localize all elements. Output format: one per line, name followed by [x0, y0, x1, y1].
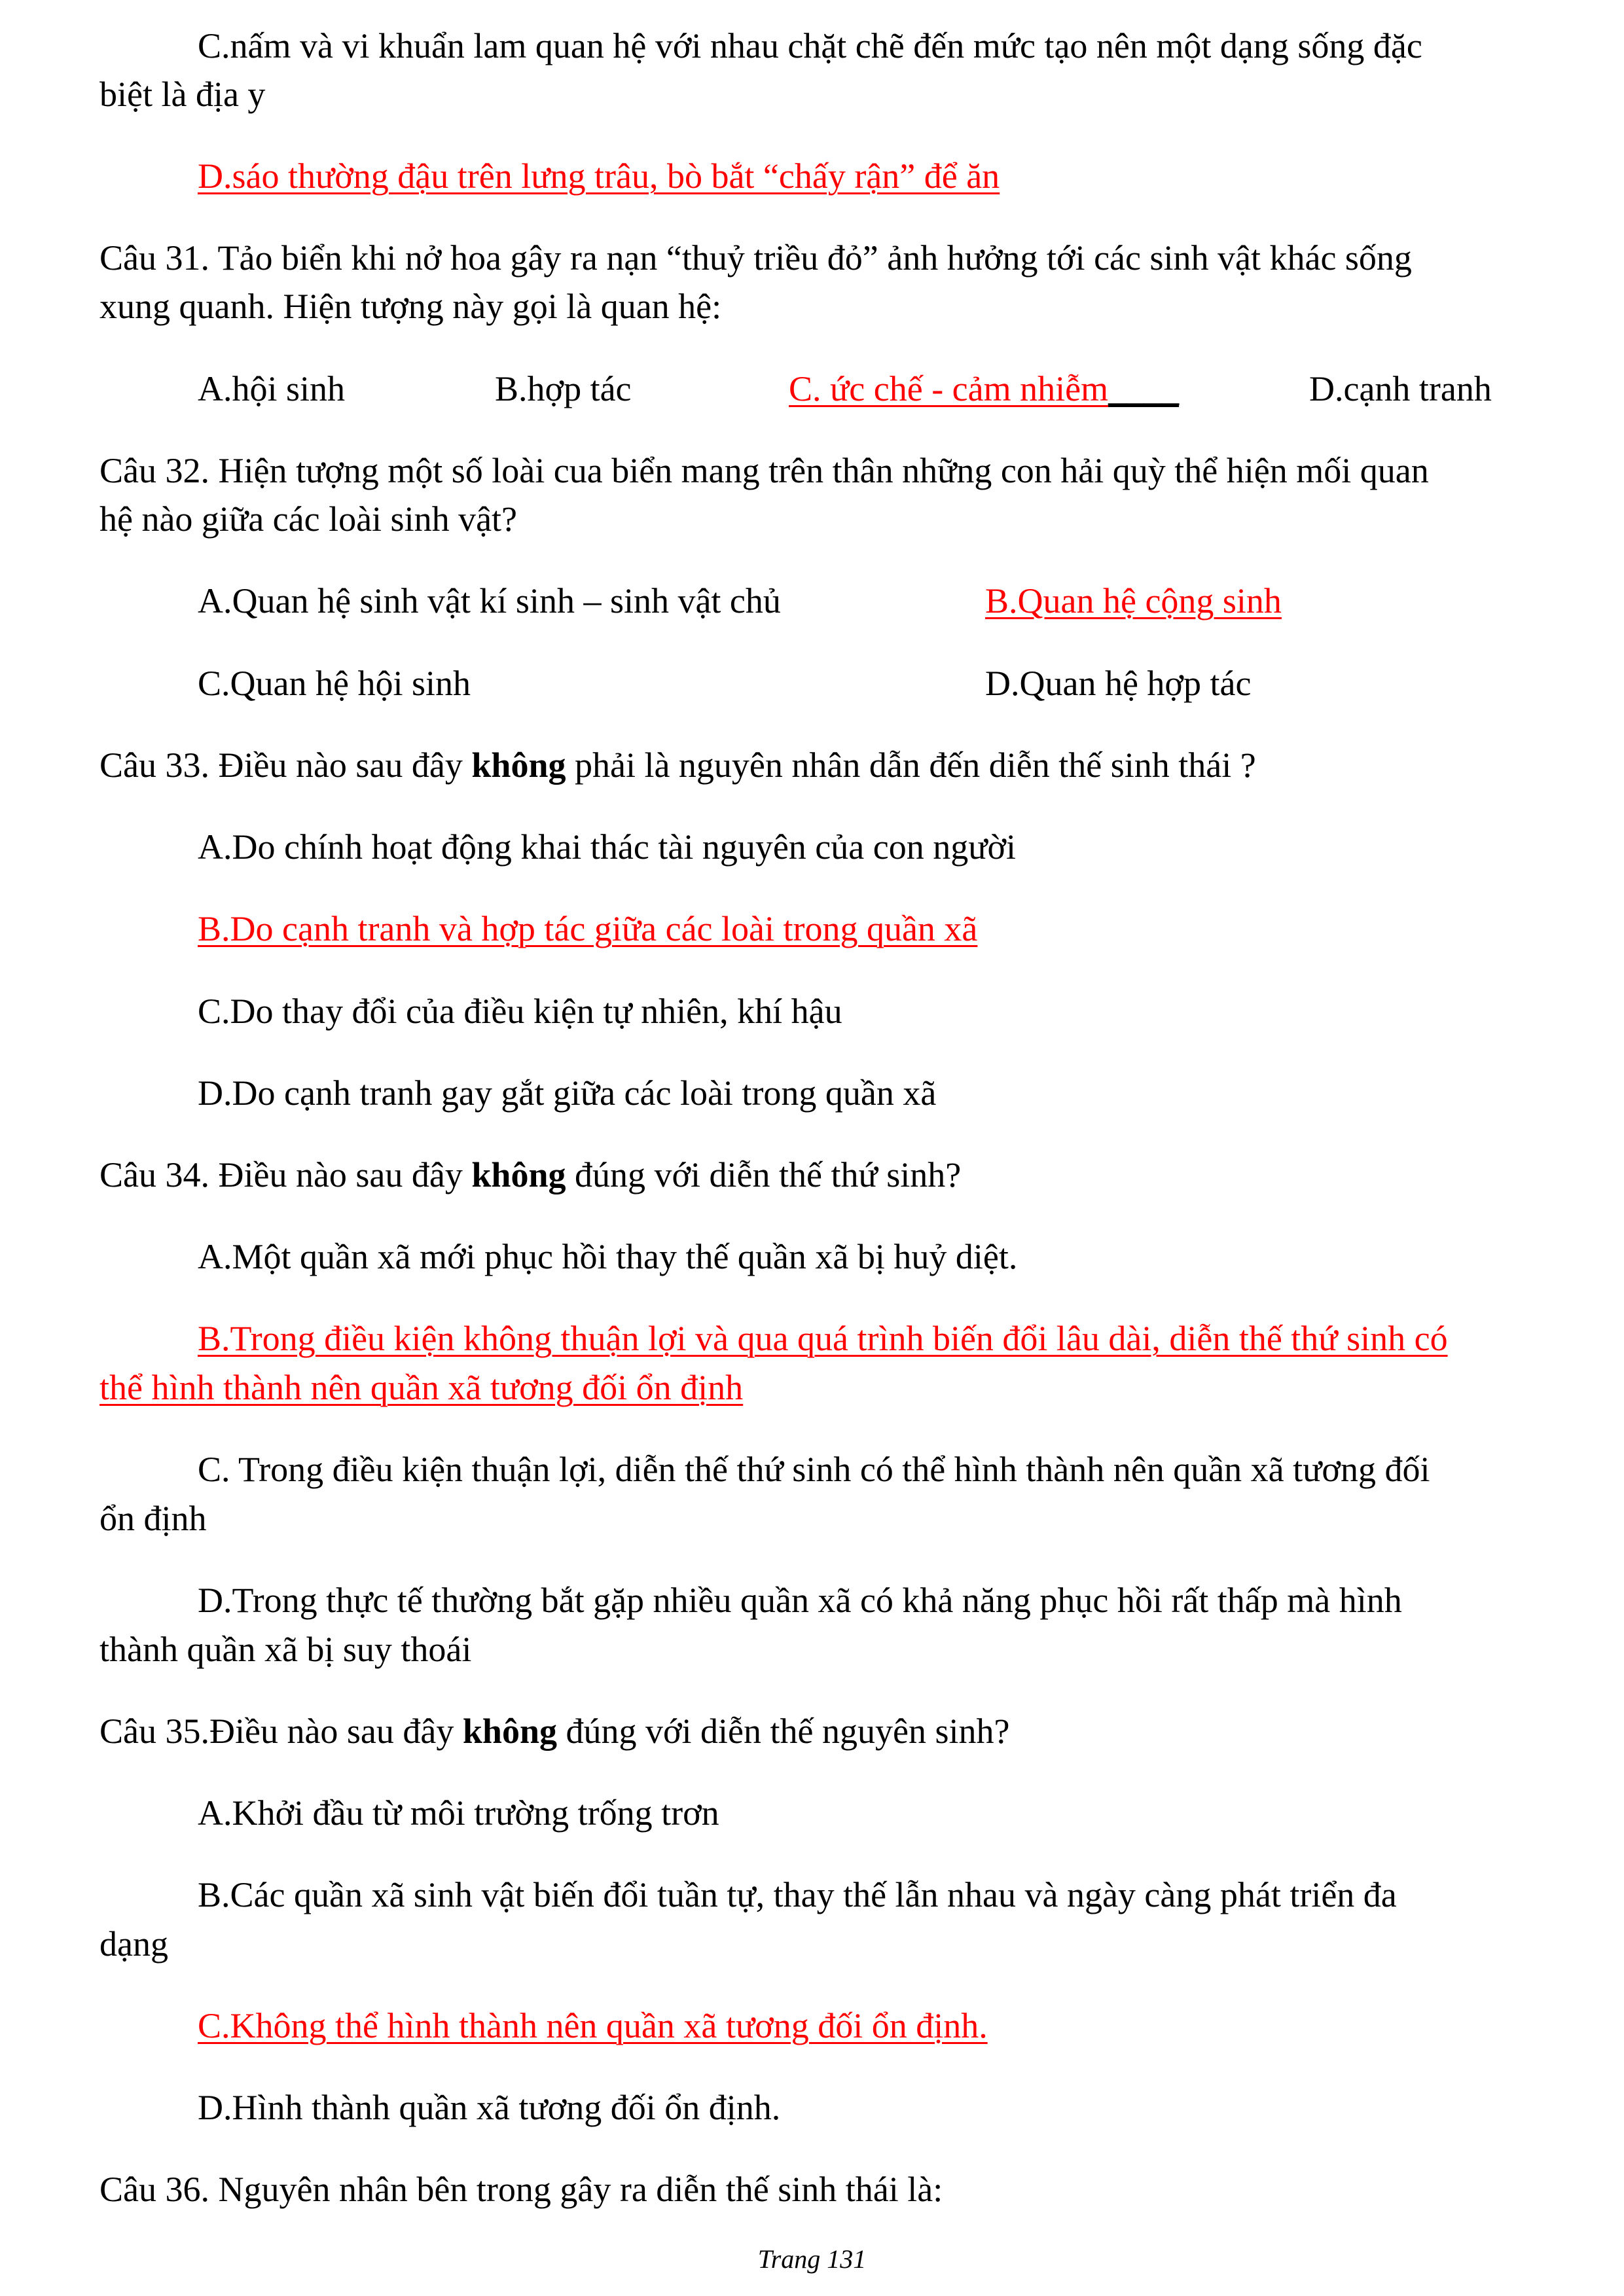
q35-option-b-line2: dạng [99, 1924, 168, 1964]
q36-question: Câu 36. Nguyên nhân bên trong gây ra diễn thế sinh thái là: [99, 2170, 943, 2209]
q34-question-post: đúng với diễn thế thứ sinh? [566, 1155, 962, 1194]
q33-option-d: D.Do cạnh tranh gay gắt giữa các loài trong quần xã [198, 1073, 937, 1113]
q31-option-d: D.cạnh tranh [1309, 369, 1492, 408]
q31-option-b: B.hợp tác [495, 369, 632, 408]
q35-option-b-line1: B.Các quần xã sinh vật biến đổi tuần tự, thay thế lẫn nhau và ngày càng phát triển đa [198, 1875, 1397, 1914]
q33-question-post: phải là nguyên nhân dẫn đến diễn thế sinh thái ? [566, 745, 1256, 785]
q33-question-bold: không [471, 745, 566, 785]
q33-question [99, 747, 1256, 783]
q33-option-b-correct: B.Do cạnh tranh và hợp tác giữa các loài trong quần xã [198, 909, 978, 948]
q31-option-a: A.hội sinh [198, 369, 346, 408]
q35-question [99, 1713, 1009, 1749]
q30-option-c-line1: C.nấm và vi khuẩn lam quan hệ với nhau chặt chẽ đến mức tạo nên một dạng sống đặc [198, 26, 1422, 65]
q32-question-line1: Câu 32. Hiện tượng một số loài cua biển mang trên thân những con hải quỳ thể hiện mối quan [99, 451, 1429, 490]
page-number-footer: Trang 131 [757, 2244, 867, 2274]
q34-option-a: A.Một quần xã mới phục hồi thay thế quần xã bị huỷ diệt. [198, 1237, 1018, 1276]
q35-option-c-correct: C.Không thể hình thành nên quần xã tương đối ổn định. [198, 2006, 988, 2045]
q34-option-b-correct-line2: thể hình thành nên quần xã tương đối ổn định [99, 1368, 744, 1407]
q30-option-d-correct: D.sáo thường đậu trên lưng trâu, bò bắt “chấy rận” để ăn [198, 156, 1000, 196]
q35-question-bold: không [462, 1712, 557, 1751]
q31-option-c-correct [789, 371, 1179, 406]
q32-option-c: C.Quan hệ hội sinh [198, 664, 471, 703]
q31-question-line2: xung quanh. Hiện tượng này gọi là quan hệ: [99, 287, 722, 326]
q32-question-line2: hệ nào giữa các loài sinh vật? [99, 499, 518, 539]
q31-question-line1: Câu 31. Tảo biển khi nở hoa gây ra nạn “thuỷ triều đỏ” ảnh hưởng tới các sinh vật khác sống [99, 238, 1412, 278]
q35-option-d: D.Hình thành quần xã tương đối ổn định. [198, 2088, 781, 2127]
q32-option-a: A.Quan hệ sinh vật kí sinh – sinh vật chủ [198, 581, 781, 620]
q34-question-pre: Câu 34. Điều nào sau đây [99, 1155, 472, 1194]
q34-option-d-line2: thành quần xã bị suy thoái [99, 1630, 472, 1669]
q32-option-b-correct: B.Quan hệ cộng sinh [985, 581, 1282, 620]
q33-option-a: A.Do chính hoạt động khai thác tài nguyên của con người [198, 827, 1017, 867]
q34-option-c-line1: C. Trong điều kiện thuận lợi, diễn thế thứ sinh có thể hình thành nên quần xã tương đối [198, 1450, 1430, 1489]
q31-option-c-blank: ____ [1108, 369, 1180, 408]
q34-option-c-line2: ổn định [99, 1499, 207, 1538]
q35-question-pre: Câu 35.Điều nào sau đây [99, 1712, 463, 1751]
q31-option-c-text: C. ức chế - cảm nhiễm [789, 369, 1109, 408]
q33-option-c: C.Do thay đổi của điều kiện tự nhiên, khí hậu [198, 992, 842, 1031]
q35-option-a: A.Khởi đầu từ môi trường trống trơn [198, 1793, 719, 1833]
q34-option-b-correct-line1: B.Trong điều kiện không thuận lợi và qua quá trình biến đổi lâu dài, diễn thế thứ sinh có [198, 1319, 1448, 1358]
q35-question-post: đúng với diễn thế nguyên sinh? [556, 1712, 1010, 1751]
q32-option-d: D.Quan hệ hợp tác [985, 664, 1252, 703]
q33-question-pre: Câu 33. Điều nào sau đây [99, 745, 472, 785]
q34-question [99, 1157, 961, 1193]
q30-option-c-line2: biệt là địa y [99, 75, 266, 114]
q34-question-bold: không [471, 1155, 566, 1194]
q34-option-d-line1: D.Trong thực tế thường bắt gặp nhiều quần xã có khả năng phục hồi rất thấp mà hình [198, 1581, 1402, 1620]
